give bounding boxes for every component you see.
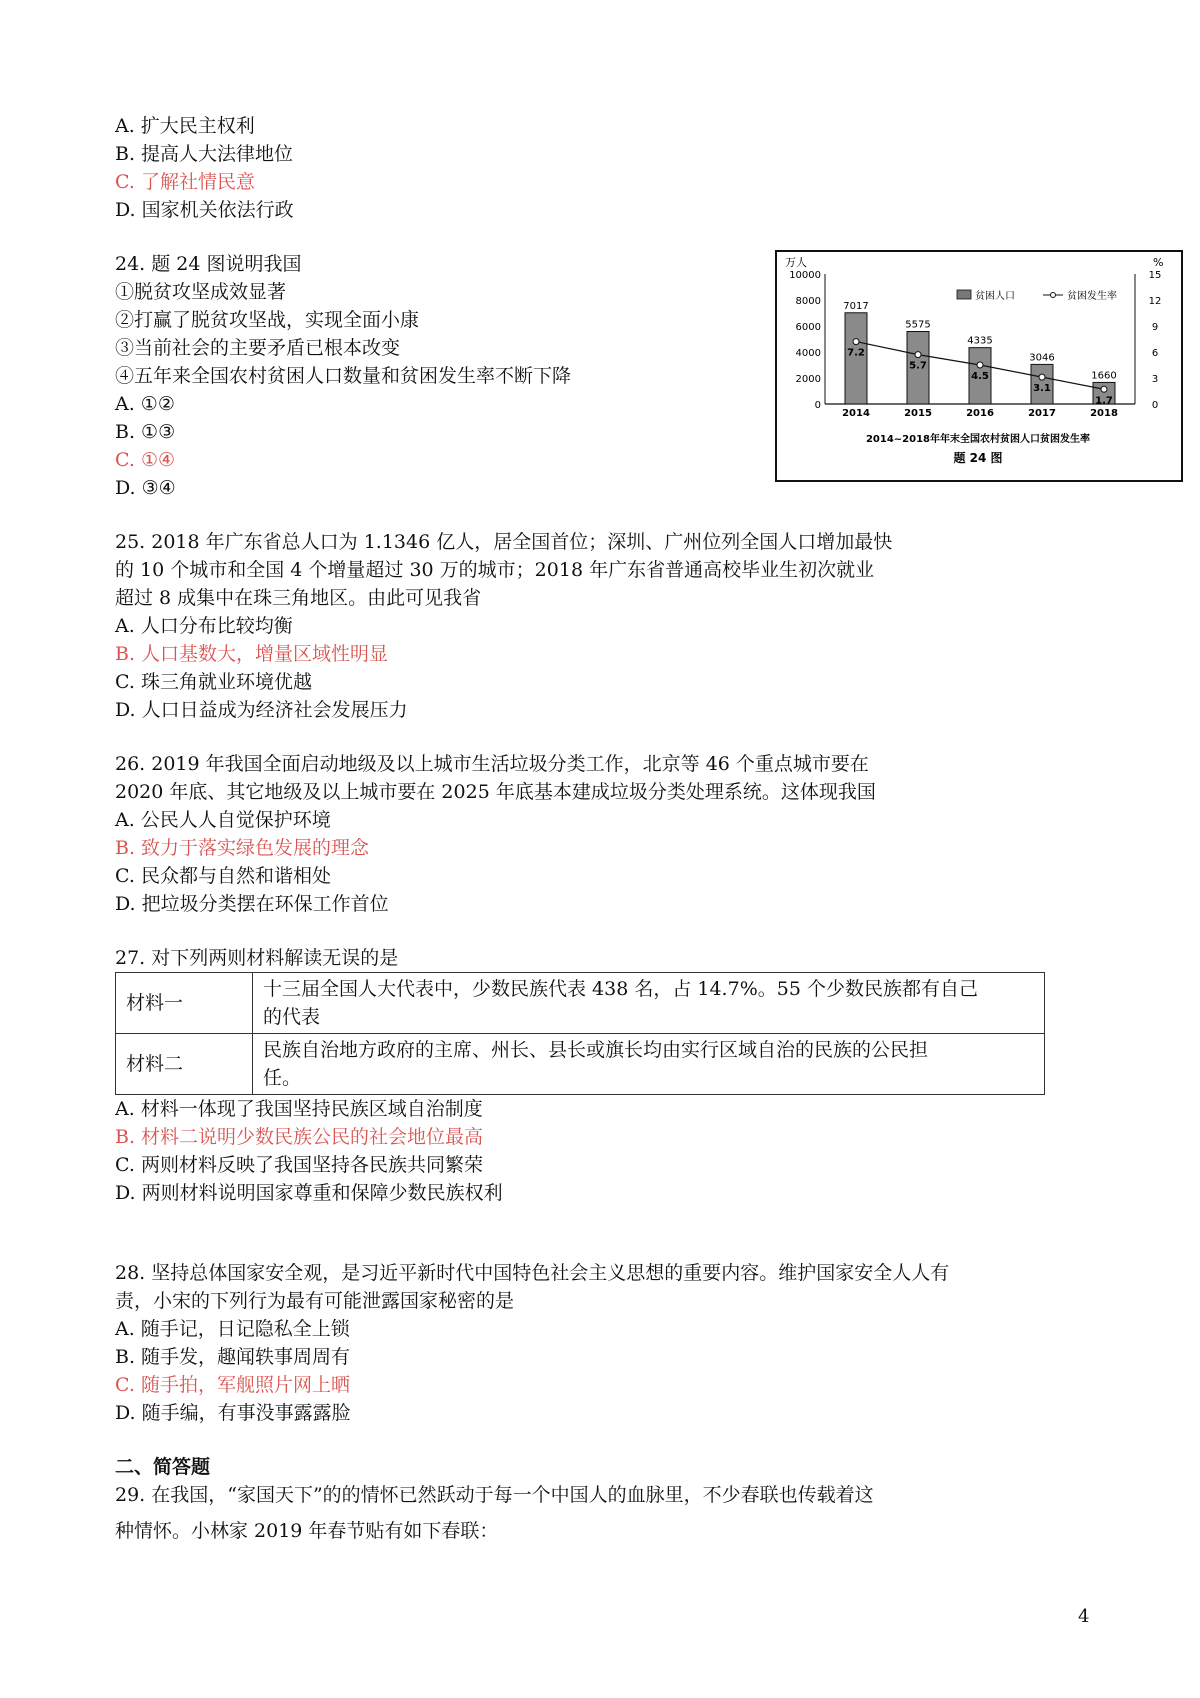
rate-value-label: 7.2	[847, 347, 865, 359]
y-right-tick-label: 0	[1151, 400, 1159, 411]
material-1-line-2: 的代表	[263, 1006, 321, 1028]
q24-option-a[interactable]: A. ①②	[115, 393, 175, 415]
legend-bar-label: 贫困人口	[975, 291, 1015, 302]
q24-option-d[interactable]: D. ③④	[115, 477, 176, 499]
y-left-tick-label: 10000	[789, 270, 821, 281]
rate-value-label: 5.7	[909, 360, 927, 372]
q25-stem-line-1: 25. 2018 年广东省总人口为 1.1346 亿人，居全国首位；深圳、广州位列全国人口增加最快	[115, 531, 893, 553]
material-2-label: 材料二	[116, 1034, 253, 1095]
q24-statement-4: ④五年来全国农村贫困人口数量和贫困发生率不断下降	[115, 365, 572, 387]
legend-line-label: 贫困发生率	[1067, 291, 1117, 302]
chart-caption: 题 24 图	[953, 451, 1003, 465]
q26-stem-line-1: 26. 2019 年我国全面启动地级及以上城市生活垃圾分类工作，北京等 46 个重点城市要在	[115, 753, 869, 775]
q27-option-c[interactable]: C. 两则材料反映了我国坚持各民族共同繁荣	[115, 1154, 483, 1176]
q28-option-c-answer[interactable]: C. 随手拍，军舰照片网上晒	[115, 1374, 350, 1396]
y-right-tick-label: 9	[1151, 322, 1159, 333]
section-2-title: 二、简答题	[115, 1456, 211, 1478]
material-1-content	[253, 973, 1045, 1034]
poverty-chart-svg	[777, 252, 1180, 479]
x-tick-label: 2017	[1028, 408, 1056, 419]
y-left-unit: 万人	[785, 256, 807, 269]
document-page	[115, 112, 1164, 1545]
q25-option-c[interactable]: C. 珠三角就业环境优越	[115, 671, 312, 693]
q25-option-b-answer[interactable]: B. 人口基数大，增量区域性明显	[115, 643, 389, 665]
rate-value-label: 3.1	[1033, 383, 1051, 395]
table-row	[116, 973, 1045, 1034]
q28-option-d[interactable]: D. 随手编，有事没事露露脸	[115, 1402, 351, 1424]
q29-stem-line-1: 29. 在我国，“家国天下”的的情怀已然跃动于每一个中国人的血脉里，不少春联也传载着这	[115, 1484, 874, 1506]
q27-option-a[interactable]: A. 材料一体现了我国坚持民族区域自治制度	[115, 1098, 483, 1120]
q27-option-d[interactable]: D. 两则材料说明国家尊重和保障少数民族权利	[115, 1182, 503, 1204]
y-left-tick-label: 8000	[795, 296, 821, 307]
x-tick-label: 2016	[966, 408, 994, 419]
y-right-tick-label: 3	[1151, 374, 1159, 385]
line-point-poverty-rate	[915, 352, 921, 358]
material-2-line-2: 任。	[263, 1067, 302, 1089]
question-24	[115, 250, 1164, 502]
page-number: 4	[1078, 1606, 1090, 1627]
question-27	[115, 944, 1075, 1207]
table-row	[116, 1034, 1045, 1095]
q23-options	[115, 112, 1075, 224]
y-right-tick-label: 15	[1148, 270, 1162, 281]
x-tick-label: 2015	[904, 408, 932, 419]
q28-stem-line-1: 28. 坚持总体国家安全观，是习近平新时代中国特色社会主义思想的重要内容。维护国家安全人人有	[115, 1262, 950, 1284]
q28-option-b[interactable]: B. 随手发，趣闻轶事周周有	[115, 1346, 351, 1368]
material-1-line-1: 十三届全国人大代表中，少数民族代表 438 名，占 14.7%。55 个少数民族都有自己	[263, 978, 978, 1000]
q25-stem-line-2: 的 10 个城市和全国 4 个增量超过 30 万的城市；2018 年广东省普通高校毕业生初次就业	[115, 559, 875, 581]
rate-value-label: 1.7	[1095, 395, 1113, 407]
q28-option-a[interactable]: A. 随手记，日记隐私全上锁	[115, 1318, 350, 1340]
chart-title: 2014~2018年年末全国农村贫困人口贫困发生率	[865, 434, 1091, 445]
q24-statement-2: ②打赢了脱贫攻坚战，实现全面小康	[115, 309, 420, 331]
q27-material-table	[115, 972, 1045, 1095]
poverty-chart	[775, 250, 1183, 482]
bar-value-label: 1660	[1091, 370, 1117, 382]
bar-value-label: 3046	[1029, 352, 1055, 364]
rate-value-label: 4.5	[971, 371, 989, 382]
q23-option-c-answer[interactable]: C. 了解社情民意	[115, 171, 255, 193]
y-left-tick-label: 4000	[795, 348, 821, 359]
material-1-label: 材料一	[116, 973, 253, 1034]
q27-option-b-answer[interactable]: B. 材料二说明少数民族公民的社会地位最高	[115, 1126, 484, 1148]
y-left-tick-label: 6000	[795, 322, 821, 333]
q24-option-b[interactable]: B. ①③	[115, 421, 176, 443]
question-26	[115, 750, 1075, 918]
q27-stem: 27. 对下列两则材料解读无误的是	[115, 947, 399, 969]
question-29	[115, 1481, 1075, 1545]
q25-stem-line-3: 超过 8 成集中在珠三角地区。由此可见我省	[115, 587, 482, 609]
bar-value-label: 7017	[843, 300, 869, 312]
question-25	[115, 528, 1075, 724]
material-2-line-1: 民族自治地方政府的主席、州长、县长或旗长均由实行区域自治的民族的公民担	[263, 1039, 929, 1061]
q25-option-a[interactable]: A. 人口分布比较均衡	[115, 615, 293, 637]
q26-stem-line-2: 2020 年底、其它地级及以上城市要在 2025 年底基本建成垃圾分类处理系统。这体现我国	[115, 781, 876, 803]
q24-statement-1: ①脱贫攻坚成效显著	[115, 281, 287, 303]
y-right-tick-label: 12	[1148, 296, 1162, 307]
y-right-tick-label: 6	[1151, 348, 1159, 359]
q24-statement-3: ③当前社会的主要矛盾已根本改变	[115, 337, 401, 359]
line-point-poverty-rate	[1039, 374, 1045, 380]
material-2-content	[253, 1034, 1045, 1095]
q29-stem-line-2: 种情怀。小林家 2019 年春节贴有如下春联：	[115, 1520, 499, 1542]
q26-option-a[interactable]: A. 公民人人自觉保护环境	[115, 809, 331, 831]
q25-option-d[interactable]: D. 人口日益成为经济社会发展压力	[115, 699, 408, 721]
q26-option-d[interactable]: D. 把垃圾分类摆在环保工作首位	[115, 893, 389, 915]
bar-value-label: 5575	[905, 319, 931, 331]
line-point-poverty-rate	[853, 339, 859, 345]
line-point-poverty-rate	[1101, 386, 1107, 392]
x-tick-label: 2018	[1090, 408, 1118, 419]
y-left-tick-label: 0	[814, 400, 821, 411]
line-point-poverty-rate	[977, 362, 983, 368]
q28-stem-line-2: 责，小宋的下列行为最有可能泄露国家秘密的是	[115, 1290, 515, 1312]
x-tick-label: 2014	[842, 408, 870, 419]
legend-line-marker	[1051, 293, 1056, 298]
y-right-unit: %	[1153, 256, 1164, 269]
q26-option-c[interactable]: C. 民众都与自然和谐相处	[115, 865, 331, 887]
y-left-tick-label: 2000	[795, 374, 821, 385]
q23-option-d[interactable]: D. 国家机关依法行政	[115, 199, 294, 221]
q23-option-a[interactable]: A. 扩大民主权利	[115, 115, 255, 137]
question-28	[115, 1259, 1075, 1427]
legend-bar-swatch	[957, 290, 971, 299]
q23-option-b[interactable]: B. 提高人大法律地位	[115, 143, 294, 165]
q26-option-b-answer[interactable]: B. 致力于落实绿色发展的理念	[115, 837, 370, 859]
bar-value-label: 4335	[967, 335, 993, 347]
q24-option-c-answer[interactable]: C. ①④	[115, 449, 176, 471]
q24-stem: 24. 题 24 图说明我国	[115, 253, 302, 275]
